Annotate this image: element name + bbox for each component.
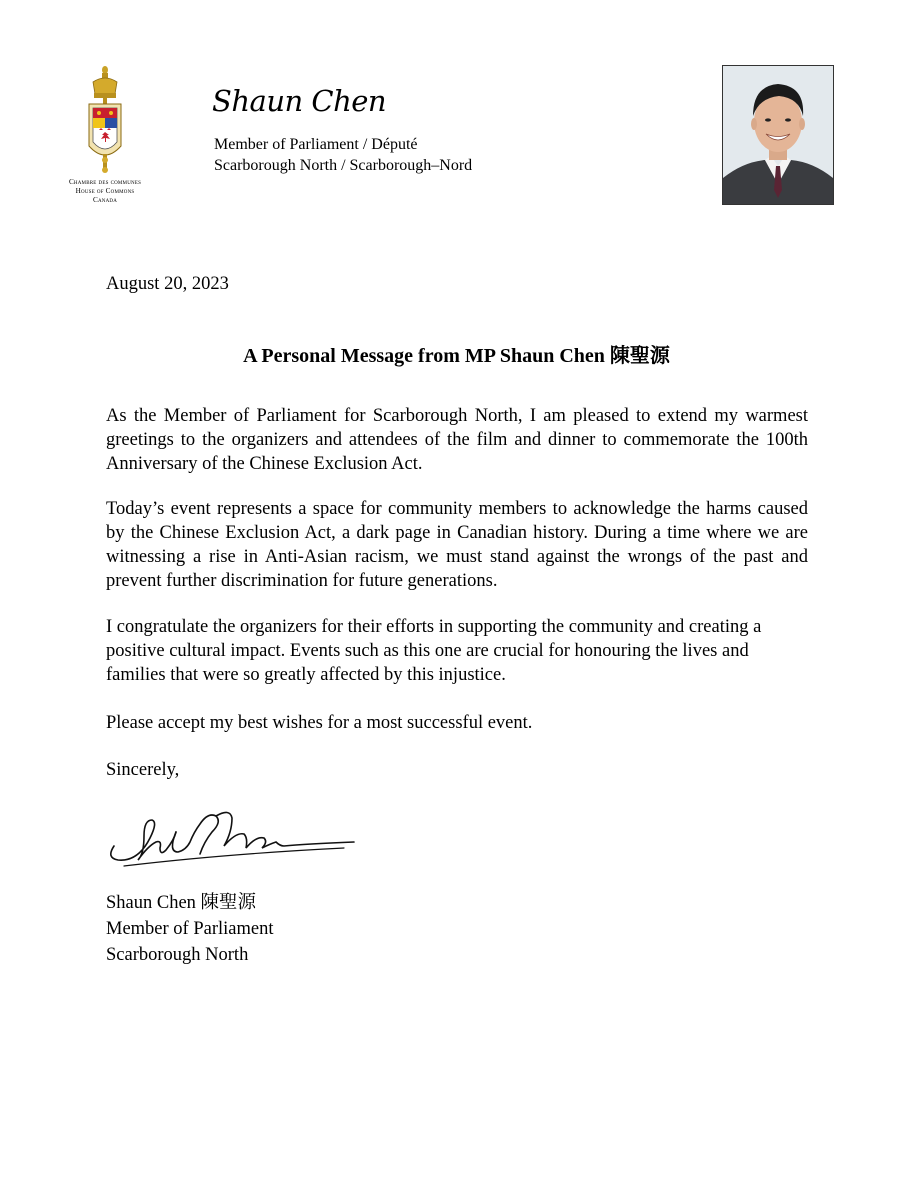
portrait-photo — [722, 65, 834, 205]
letter-date: August 20, 2023 — [106, 274, 229, 294]
signer-name: Shaun Chen 陳聖源 — [106, 893, 257, 913]
letter-paragraph: I congratulate the organizers for their efforts in supporting the community and creating a positive cultural impact. Events such as this one are crucial for honouring the lives and families that were so greatly affected by this injustice. — [106, 617, 762, 685]
crest-line-english: House of Commons — [75, 187, 135, 195]
letter-paragraph: Please accept my best wishes for a most successful event. — [106, 713, 533, 733]
letterhead-riding: Scarborough North / Scarborough–Nord — [214, 157, 473, 174]
handwritten-signature — [104, 802, 364, 872]
crest-line-french: Chambre des communes — [68, 178, 142, 186]
letter-title: A Personal Message from MP Shaun Chen 陳聖源 — [243, 345, 670, 367]
letter-closing: Sincerely, — [106, 760, 180, 780]
crest-icon — [79, 64, 131, 176]
signer-riding: Scarborough North — [106, 945, 249, 965]
portrait-icon — [723, 66, 833, 204]
letter-paragraph: Today’s event represents a space for community members to acknowledge the harms caused by the Chinese Exclusion Act, a dark page in Canadian history. During a time where we are witnessing a rise in Anti-Asian racism, we must stand against the wrongs of the past and prevent further discrimination for future generations. — [106, 499, 808, 591]
signer-title: Member of Parliament — [106, 919, 274, 939]
crest-line-country: Canada — [92, 196, 118, 204]
letterhead-title: Member of Parliament / Député — [214, 136, 418, 153]
crest-caption — [52, 178, 158, 205]
letter-paragraph: As the Member of Parliament for Scarborough North, I am pleased to extend my warmest greetings to the organizers and attendees of the film and dinner to commemorate the 100th Anniversary of the Chinese Exclusion Act. — [106, 406, 808, 474]
letterhead-name-script: Shaun Chen — [212, 84, 387, 118]
signature-block — [106, 890, 273, 968]
house-of-commons-crest — [52, 64, 158, 210]
